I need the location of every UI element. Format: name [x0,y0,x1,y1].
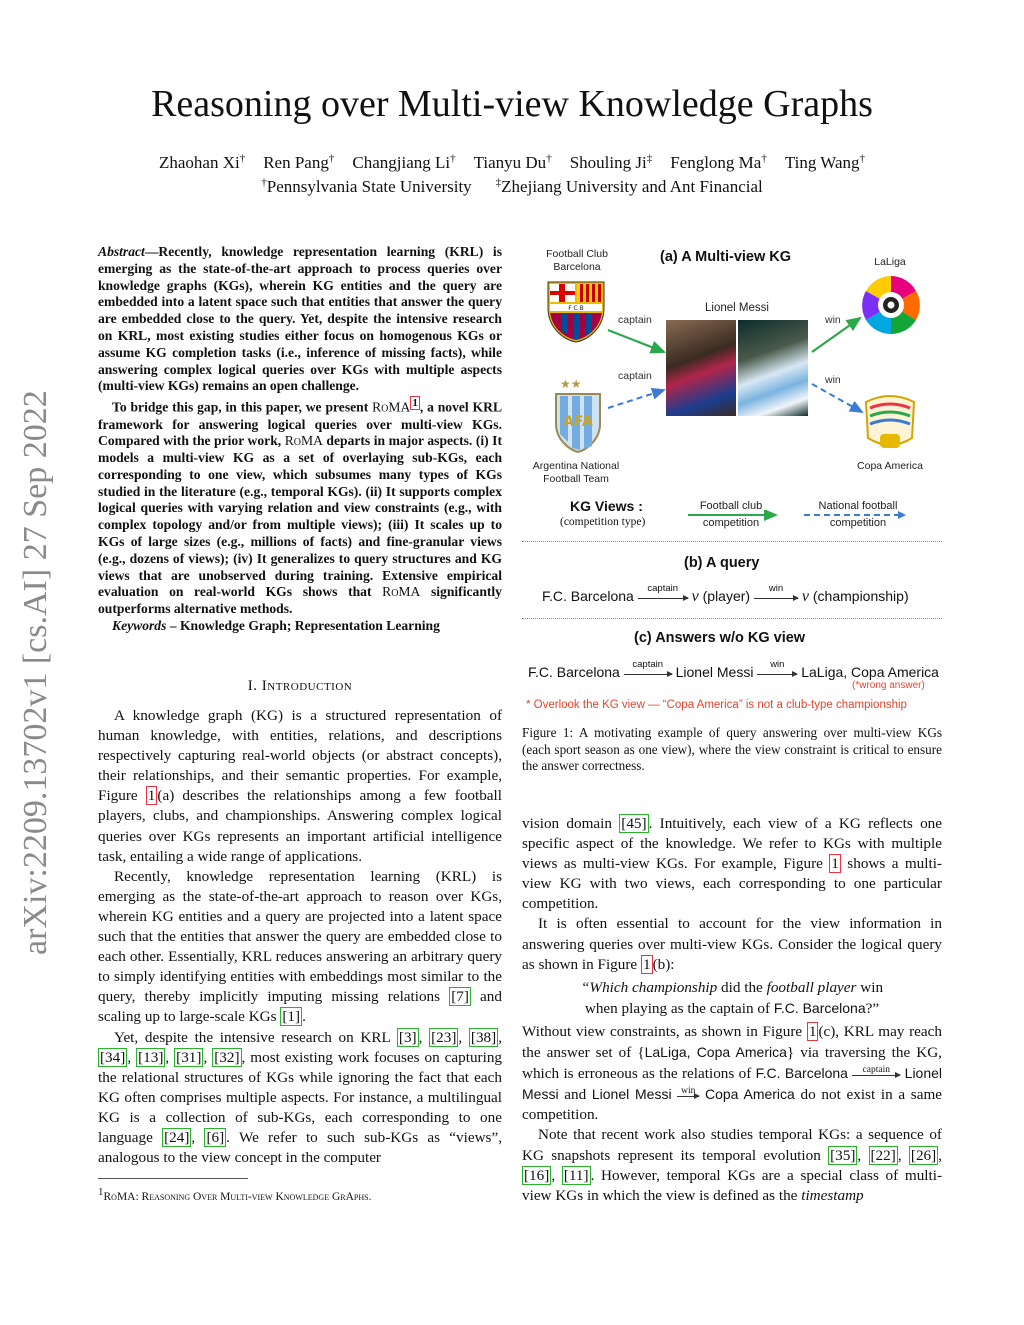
citation-link[interactable]: [31] [176,1048,202,1066]
label-messi: Lionel Messi [705,302,769,314]
citation-link[interactable]: [45] [621,815,647,832]
abstract [98,244,502,635]
author-name: Zhaohan Xi† [158,152,246,172]
citation-link[interactable]: [38] [470,1028,497,1046]
author-name: Ting Wang† [784,152,866,172]
argentina-crest-icon [550,376,606,454]
author-name: Changjiang Li† [352,152,456,172]
affiliations [0,176,1024,197]
copa-america-logo-icon [858,394,922,456]
citation-link[interactable]: [22] [870,1146,896,1164]
svg-text:★★: ★★ [560,377,582,391]
query-expression: F.C. Barcelona captain v (player) win v (championship) [542,582,909,605]
edge-label-win: win [825,314,841,326]
figure-ref-link[interactable]: 1 [831,855,839,873]
answer-expression: F.C. Barcelona captain Lionel Messi win LaLiga, Copa America [528,658,939,680]
citation-link[interactable]: [7] [451,988,469,1006]
edge-label-captain: captain [618,314,652,326]
legend-club-competition: Football club competition [699,500,763,529]
roma-name: RoMA [284,433,323,449]
svg-text:F C B: F C B [568,305,584,312]
keywords-label: Keywords [112,618,167,634]
abstract-p2a: To bridge this gap, in this paper, we present [112,399,373,415]
author-name: Ren Pang† [263,152,335,172]
label-laliga: LaLiga [874,256,906,268]
intro-column-right: vision domain [45] . Intuitively, each view of a KG reflects one specific aspect of the knowledge. We refer to KGs with multiple views as multi-view KGs. For example, Figure 1 shows a multi-view KG with two views, each corresponding to one particular competition. It is often essential to account for the view information in answering queries over multi-view KGs. Consider the logical query as shown in Figure 1 (b): “Which championship did the football player win when playing as the captain of F.C. Barcelona?” Without view constraints, as shown in Figure 1 (c), KRL may reach the answer set of {LaLiga, Copa America} via traversing the KG, which is erroneous as the relations of F.C. Barcelona captain Lionel Messi and Lionel Messi win Copa America do not exist in a same competition. Note that recent work also studies temporal KGs: a sequence of KG snapshots represent its temporal evolution [35] , [22] , [26] , [16] , [11] . However, temporal KGs are a special class of multi-view KGs in which the view is defined as the timestamp [522,815,943,1204]
citation-link[interactable]: [1] [282,1008,301,1026]
kg-views-label: KG Views : [570,498,643,514]
affiliation: ‡Zhejiang University and Ant Financial [495,176,763,196]
figure-ref-link[interactable]: 1 [808,1022,817,1040]
edge-label-win: win [825,374,841,386]
competition-type-label: (competition type) [560,516,646,528]
author-name: Shouling Ji‡ [569,152,653,172]
citation-link[interactable]: [16] [524,1166,550,1184]
citation-link[interactable]: [11] [563,1166,589,1184]
citation-link[interactable]: [35] [830,1146,856,1164]
label-argentina: Argentina National Football Team [532,460,620,485]
edge-label-captain: captain [618,370,652,382]
legend-lines [522,510,942,522]
affiliation: †Pennsylvania State University [261,176,472,196]
author-name: Tianyu Du† [473,152,552,172]
intro-column-left: A knowledge graph (KG) is a structured representation of human knowledge, with entities, relations, and descriptions respectively capturing real-world objects (or abstract concepts), their relationships, and their semantic properties. For example, Figure 1 (a) describes the relationships among a few football players, clubs, and championships. Answering complex logical queries over KGs represents an important artificial intelligence task, entailing a wide range of applications. Recently, knowledge representation learning (KRL) is emerging as the state-of-the-art approach to reason over KGs, wherein KG entities and a query are projected into a latent space such that the entities that answer the query are embedded close to each other. Essentially, KRL reduces answering an arbitrary query to simply identifying entities with embeddings most similar to the query, thereby implicitly imputing missing relations [7] and scaling up to large-scale KGs [1] . Yet, despite the intensive research on KRL [3] , [23] , [38] , [34] , [13] , [31] , [32] , most existing work focuses on capturing the relational structures of KGs while ignoring the fact that each KG often comprises multiple aspects. For instance, a multilingual KG is a collection of sub-KGs, each corresponding to one language [24] , [6] . We refer to such sub-KGs as “views”, analogous to the view concept in the computer [98,707,503,1167]
section-heading-introduction: I. Introduction [247,678,353,694]
footnote: $^1$RoMA: Reasoning Over Multi-view Knowledge GrAphs. [98,1186,372,1203]
abstract-p2b: , a novel KRL framework for answering logical queries over multi-view KGs. Compared with the prior work, [98,399,503,449]
footnote-link[interactable]: 1 [412,397,418,410]
abstract-p2c: departs in major aspects. (i) It models a multi-view KG as a set of overlaying sub-KGs, each corresponding to one view, which subsumes many types of KGs studied in the literature (e.g., temporal KGs). (ii) It supports complex logical queries with varying relation and view constraints (e.g., with complex topology and/or from multiple views); (iii) It scales up to KGs of large sizes (e.g., millions of facts) and fine-granular views (e.g., dozens of views); (iv) It generalizes to query structures and KG views that are unobserved during training. Extensive empirical evaluation on real-world KGs shows that [98,433,503,600]
label-copa: Copa America [857,460,923,472]
citation-link[interactable]: [26] [910,1146,937,1164]
figure-caption: Figure 1: A motivating example of query answering over multi-view KGs (each sport season as one view), where the view constraint is critical to ensure the answer correctness. [522,725,942,773]
author-name: Fenglong Ma† [670,152,767,172]
figure-title-b: (b) A query [684,555,760,571]
figure-ref-link[interactable]: 1 [642,955,651,973]
edge-captain-club [608,330,664,352]
abstract-p2d: significantly outperforms alternative methods. [98,584,502,617]
figure-1 [522,244,942,720]
figure-title-c: (c) Answers w/o KG view [634,630,806,646]
legend-national-competition: National football competition [818,500,898,529]
overlook-note: * Overlook the KG view — “Copa America” is not a club-type championship [526,699,907,711]
figure-ref-link[interactable]: 1 [147,787,156,805]
label-fcb: Football Club Barcelona [546,248,608,273]
figure-divider [522,618,942,619]
footnote-rule [98,1178,248,1179]
author-list [0,152,1024,173]
citation-link[interactable]: [6] [206,1128,225,1146]
roma-name: RoMA [372,399,411,415]
citation-link[interactable]: [32] [214,1048,240,1066]
paper-title: Reasoning over Multi-view Knowledge Graphs [151,83,873,125]
abstract-label: Abstract [98,244,145,259]
query-anchor: F.C. Barcelona [542,588,634,604]
citation-link[interactable]: [34] [100,1048,126,1066]
citation-link[interactable]: [13] [138,1048,164,1066]
roma-name: RoMA [382,584,421,600]
keywords: – Knowledge Graph; Representation Learning [166,618,440,634]
arxiv-stamp: arXiv:2209.13702v1 [cs.AI] 27 Sep 2022 [17,390,54,955]
citation-link[interactable]: [23] [431,1028,457,1046]
edge-win-national [812,384,862,412]
figure-title-a: (a) A Multi-view KG [660,249,792,265]
edge-captain-national [608,390,664,408]
citation-link[interactable]: [24] [164,1128,190,1146]
abstract-p1: —Recently, knowledge representation learning (KRL) is emerging as the state-of-the-art approach to process queries over knowledge graphs (KGs), wherein KG entities and the query are embedded into a latent space such that entities that answer the query are embedded close to the query. Yet, despite the intensive research on KRL, most existing studies either focus on homogenous KGs or assume KG completion tasks (i.e., inference of missing facts), while answering complex logical queries over KGs with multiple aspects (multi-view KGs) remains an open challenge. [98,244,502,394]
citation-link[interactable]: [3] [398,1028,417,1046]
wrong-answer-note: (*wrong answer) [852,680,925,691]
svg-text:AFA: AFA [563,414,593,430]
figure-divider [522,541,942,542]
